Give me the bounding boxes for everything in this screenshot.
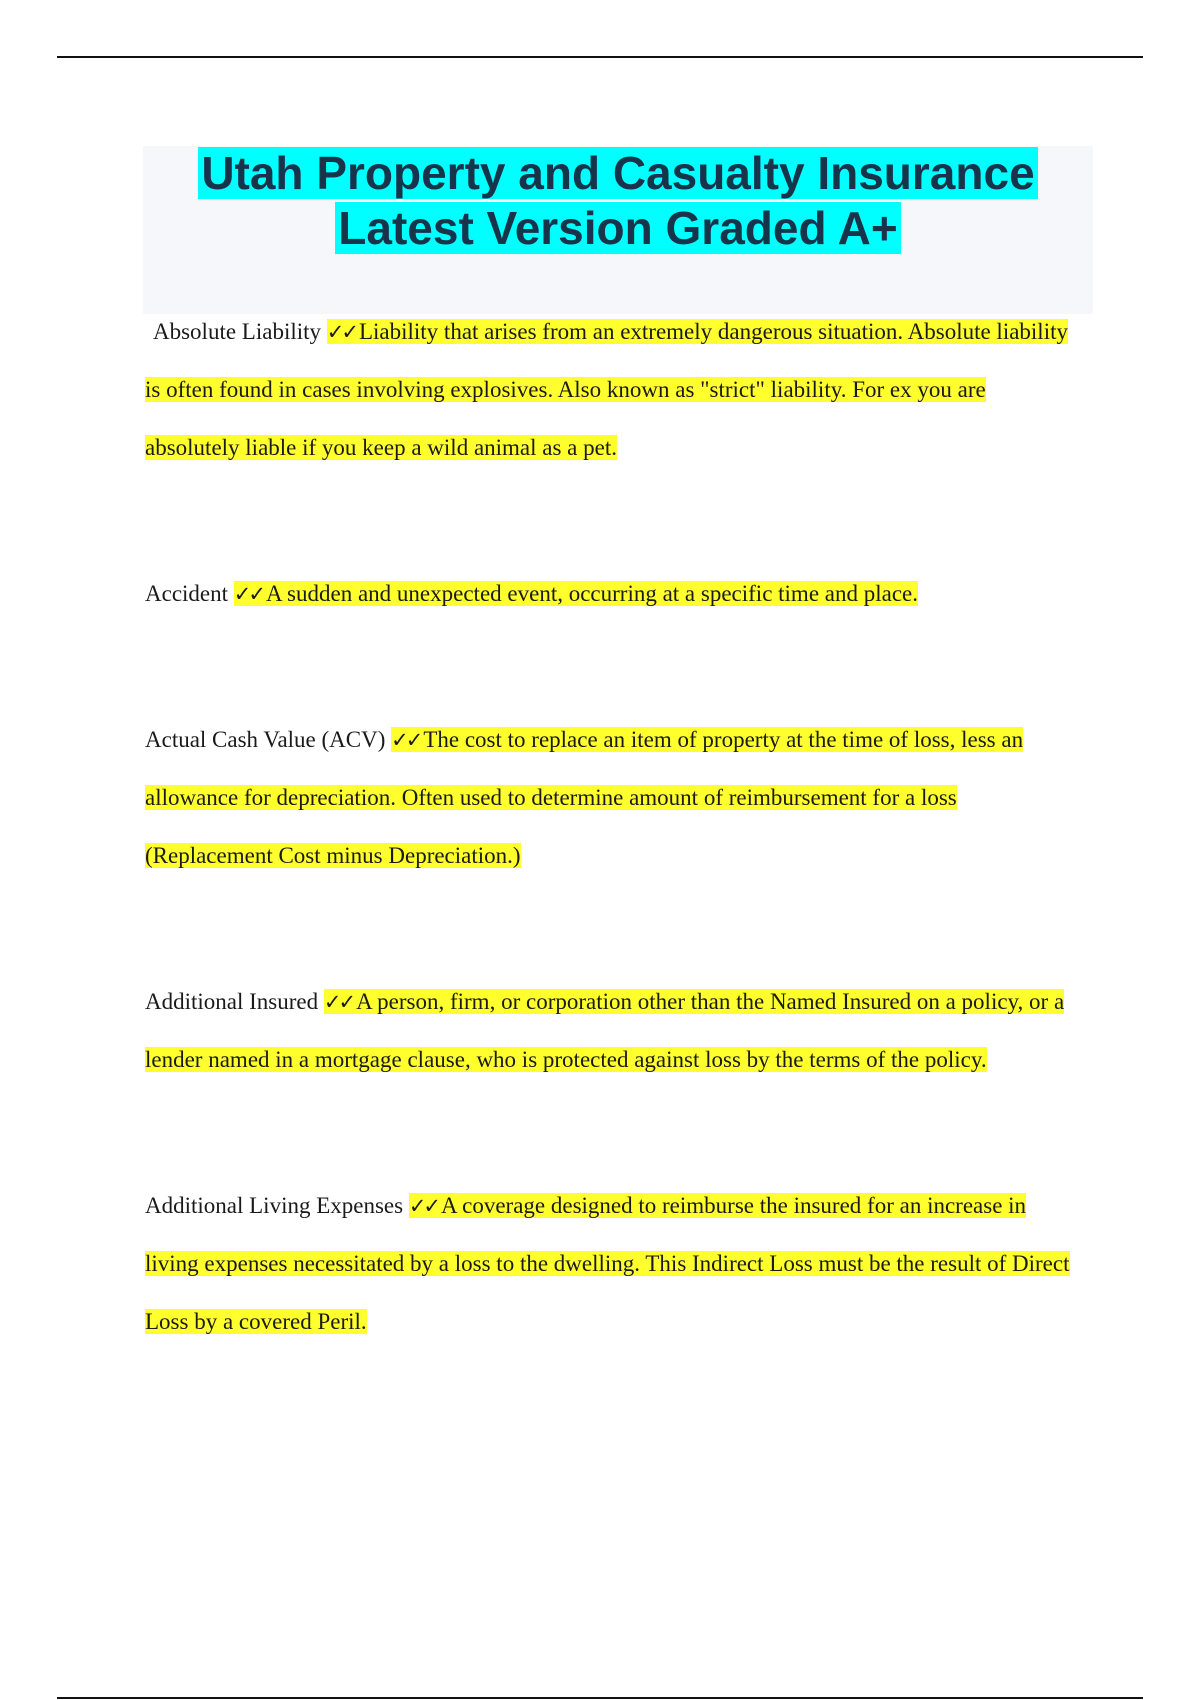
entry-definition-text: Liability that arises from an extremely dangerous situation. Absolute liability is often found in cases involving explosives. Also known as "strict" liability. For ex you are absolutely liable if you keep a wild animal as a pet. (145, 319, 1068, 460)
glossary-entry (145, 973, 1080, 1089)
top-rule (57, 56, 1143, 58)
document-title (143, 146, 1093, 256)
entry-definition-text: A sudden and unexpected event, occurring at a specific time and place. (265, 581, 919, 606)
double-check-icon: ✓✓ (233, 582, 263, 606)
entry-term: Absolute Liability (153, 319, 322, 344)
entry-term: Actual Cash Value (ACV) (145, 727, 386, 752)
double-check-icon: ✓✓ (326, 320, 356, 344)
glossary-entry (145, 1177, 1080, 1351)
double-check-icon: ✓✓ (391, 728, 421, 752)
glossary-entry (145, 303, 1080, 477)
double-check-icon: ✓✓ (408, 1194, 439, 1218)
title-line-2: Latest Version Graded A+ (335, 202, 900, 254)
entry-definition-text: A person, firm, or corporation other than the Named Insured on a policy, or a lender named in a mortgage clause, who is protected against loss by the terms of the policy. (145, 989, 1065, 1072)
entry-term: Additional Insured (145, 989, 319, 1014)
entry-definition-text: The cost to replace an item of property at the time of loss, less an allowance for depreciation. Often used to determine amount of reimbursement for a loss (Replacement Cost minus Depreciation.) (145, 727, 1024, 868)
title-line-1: Utah Property and Casualty Insurance (198, 147, 1037, 199)
glossary-entries (145, 303, 1080, 1351)
glossary-entry (145, 565, 1080, 623)
title-banner (143, 146, 1093, 314)
entry-term: Accident (145, 581, 229, 606)
double-check-icon: ✓✓ (323, 990, 354, 1014)
bottom-rule (57, 1697, 1143, 1699)
entry-term: Additional Living Expenses (145, 1193, 404, 1218)
entry-definition (234, 581, 918, 606)
glossary-entry (145, 711, 1080, 885)
entry-definition-text: A coverage designed to reimburse the insured for an increase in living expenses necessitated by a loss to the dwelling. This Indirect Loss must be the result of Direct Loss by a covered Peril. (145, 1193, 1070, 1334)
